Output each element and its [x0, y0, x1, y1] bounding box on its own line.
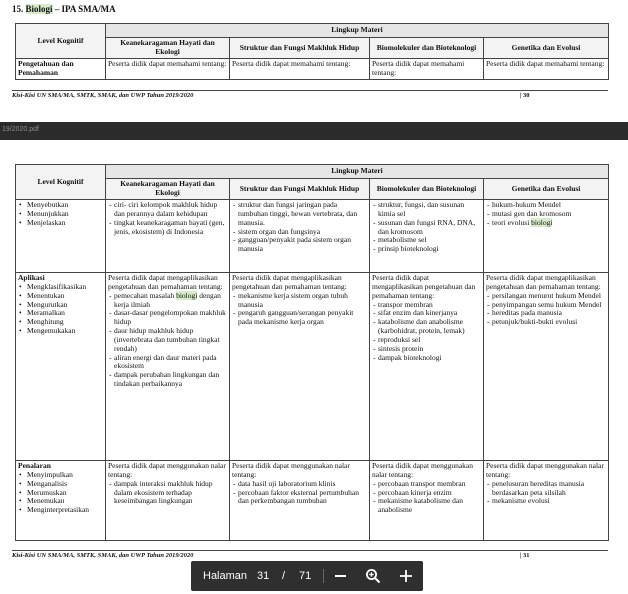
table-cell [484, 461, 609, 541]
table-cell [370, 273, 484, 461]
level-item: • Meramalkan [27, 309, 103, 318]
pdf-page-30 [0, 0, 628, 122]
list-item: - percobaan transpor membran [378, 480, 481, 489]
level-item: • Mengklasifikasikan [27, 283, 103, 292]
list-item [114, 292, 227, 310]
footer-rule [12, 550, 608, 551]
level-item: • Menganalisis [27, 480, 103, 489]
level-cell [16, 200, 106, 273]
level-item: • Mengurutkan [27, 301, 103, 310]
table-cell: Peserta didik dapat memahami tentang: [484, 59, 609, 80]
column-header: Genetika dan Evolusi [484, 179, 609, 200]
table-cell [106, 461, 230, 541]
page-separator: / [282, 570, 286, 582]
level-item: • Menunjukkan [27, 210, 103, 219]
list-item [492, 219, 606, 228]
list-item-text: pemecahan masalah [114, 290, 175, 300]
level-kognitif-header: Level Kognitif [16, 165, 106, 200]
list-item: - prinsip bioteknologi [378, 245, 481, 254]
list-item: - susunan dan fungsi RNA, DNA, dan kromosom [378, 219, 481, 237]
list-item: - penyimpangan semu hukum Mendel [492, 301, 606, 310]
list-item: - persilangan menurut hukum Mendel [492, 292, 606, 301]
list-item: - percobaan faktor eksternal pertumbuhan dan perkembangan tumbuhan [238, 489, 367, 507]
list-item: - sifat enzim dan kinerjanya [378, 309, 481, 318]
level-item: • Mengemukakan [27, 327, 103, 336]
level-item: • Menghitung [27, 318, 103, 327]
list-item: - dampak interaksi makhluk hidup dalam ekosistem terhadap keseimbangan lingkungan [114, 480, 227, 507]
list-item: - mekanisme kerja sistem organ tubuh manusia [238, 292, 367, 310]
list-item: - mekanisme evolusi [492, 497, 606, 506]
table-cell [230, 273, 370, 461]
list-item: - mutasi gen dan kromosom [492, 210, 606, 219]
list-item: - hereditas pada manusia [492, 309, 606, 318]
table-cell: Peserta didik dapat memahami tentang: [370, 59, 484, 80]
column-header: Struktur dan Fungsi Makhluk Hidup [230, 38, 370, 59]
cell-intro: Peserta didik dapat mengaplikasikan pengetahuan dan pemahaman tentang: [372, 273, 476, 300]
list-item: - struktur, fungsi, dan susunan kimia sel [378, 201, 481, 219]
cell-intro: Peserta didik dapat menggunakan nalar tentang: [486, 461, 604, 479]
list-item-text: dengan kerja ilmiah [114, 290, 221, 309]
level-item: • Menemukan [27, 497, 103, 506]
level-item: • Menentukan [27, 292, 103, 301]
cell-intro: Peserta didik dapat menggunakan nalar tentang: [232, 461, 350, 479]
column-header: Keanekaragaman Hayati dan Ekologi [106, 179, 230, 200]
page-label: Halaman [203, 570, 248, 582]
table-cell: Peserta didik dapat memahami tentang: [230, 59, 370, 80]
table-cell [484, 273, 609, 461]
list-item: - percobaan kinerja enzim [378, 489, 481, 498]
level-item: • Menjelaskan [27, 219, 103, 228]
list-item: - transpor membran [378, 301, 481, 310]
table-cell [370, 461, 484, 541]
heading-number: 15. [12, 4, 24, 14]
lingkup-materi-header: Lingkup Materi [106, 165, 609, 179]
cell-intro: Peserta didik dapat mengaplikasikan pengetahuan dan pemahaman tentang: [108, 273, 223, 291]
search-highlight: biologi [176, 290, 198, 300]
list-item: - daur hidup makhluk hidup (invertebrata dan tumbuhan tingkat rendah) [114, 327, 227, 354]
column-header: Genetika dan Evolusi [484, 38, 609, 59]
cell-intro: Peserta didik dapat mengaplikasikan pengetahuan dan pemahaman tentang: [232, 273, 347, 291]
column-header: Biomolekuler dan Bioteknologi [370, 38, 484, 59]
document-filename: 19/2020.pdf [2, 126, 39, 133]
table-cell [230, 200, 370, 273]
search-highlight: biologi [531, 217, 553, 227]
level-item: • Menginterpretasikan [27, 506, 103, 515]
current-page-input[interactable]: 31 [257, 570, 270, 582]
level-item: • Menyebutkan [27, 201, 103, 210]
section-heading [12, 4, 116, 14]
page-gap [0, 122, 628, 140]
total-pages: 71 [299, 570, 312, 582]
level-cell: Pengetahuan dan Pemahaman [16, 59, 106, 80]
list-item: - reproduksi sel [378, 336, 481, 345]
level-cell [16, 273, 106, 461]
list-item: - tingkat keanekaragaman hayati (gen, jenis, ekosistem) di Indonesia [114, 219, 227, 237]
level-kognitif-header: Level Kognitif [16, 24, 106, 59]
list-item: - metabolisme sel [378, 236, 481, 245]
list-item: - penelusuran hereditas manusia berdasarkan peta silsilah [492, 480, 606, 498]
pdf-page-toolbar [191, 561, 423, 591]
table-cell [106, 273, 230, 461]
kisi-table-page30 [15, 23, 609, 80]
list-item: - ciri- ciri kelompok makhluk hidup dan perannya dalam kehidupan [114, 201, 227, 219]
lingkup-materi-header: Lingkup Materi [106, 24, 609, 38]
table-cell [230, 461, 370, 541]
page-footer: Kisi-Kisi UN SMA/MA, SMTK, SMAK, dan UWP Tahun 2019/2020 [12, 92, 194, 99]
page-footer: Kisi-Kisi UN SMA/MA, SMTK, SMAK, dan UWP Tahun 2019/2020 [12, 552, 194, 559]
plus-icon[interactable] [398, 568, 414, 584]
page-number: | 30 [520, 92, 530, 99]
list-item: - dasar-dasar pengelompokan makhluk hidup [114, 309, 227, 327]
list-item: - katabolisme dan anabolisme (karbohidrat, protein, lemak) [378, 318, 481, 336]
kisi-table-page31 [15, 164, 609, 541]
list-item: - aliran energi dan daur materi pada ekosistem [114, 354, 227, 372]
list-item: - hukum-hukum Mendel [492, 201, 606, 210]
list-item: - sistem organ dan fungsinya [238, 228, 367, 237]
cell-intro: Peserta didik dapat mengaplikasikan pengetahuan dan pemahaman tentang: [486, 273, 601, 291]
level-title: Aplikasi [18, 273, 45, 282]
level-item: • Menyimpulkan [27, 471, 103, 480]
minus-icon[interactable] [335, 575, 346, 577]
table-cell [106, 200, 230, 273]
column-header: Keanekaragaman Hayati dan Ekologi [106, 38, 230, 59]
list-item: - data hasil uji laboratorium klinis [238, 480, 367, 489]
table-cell: Peserta didik dapat memahami tentang: [106, 59, 230, 80]
toolbar-divider [323, 569, 324, 583]
table-cell [370, 200, 484, 273]
list-item: - dampak perubahan lingkungan dan tindakan perbaikannya [114, 371, 227, 389]
list-item-text: teori evolusi [492, 217, 530, 227]
list-item: - sintesis protein [378, 345, 481, 354]
list-item: - gangguan/penyakit pada sistem organ manusia [238, 236, 367, 254]
heading-rest: – IPA SMA/MA [52, 4, 116, 14]
zoom-magnifier-icon[interactable] [365, 568, 381, 584]
footer-rule [12, 90, 608, 91]
pdf-page-31 [0, 140, 628, 594]
list-item: - struktur dan fungsi jaringan pada tumbuhan tinggi, hewan vertebrata, dan manusia. [238, 201, 367, 228]
page-number: | 31 [520, 552, 530, 559]
list-item: - pengaruh gangguan/serangan penyakit pada mekanisme kerja organ [238, 309, 367, 327]
level-cell [16, 461, 106, 541]
cell-intro: Peserta didik dapat menggunakan nalar tentang: [372, 461, 474, 479]
column-header: Struktur dan Fungsi Makhluk Hidup [230, 179, 370, 200]
level-item: • Merumuskan [27, 489, 103, 498]
level-title: Penalaran [18, 461, 51, 470]
column-header: Biomolekuler dan Bioteknologi [370, 179, 484, 200]
table-cell [484, 200, 609, 273]
list-item: - dampak bioteknologi [378, 354, 481, 363]
heading-subject-highlight: Biologi [25, 4, 53, 14]
list-item: - mekanisme katabolisme dan anabolisme [378, 497, 481, 515]
cell-intro: Peserta didik dapat menggunakan nalar tentang: [108, 461, 226, 479]
list-item: - petunjuk/bukti-bukti evolusi [492, 318, 606, 327]
